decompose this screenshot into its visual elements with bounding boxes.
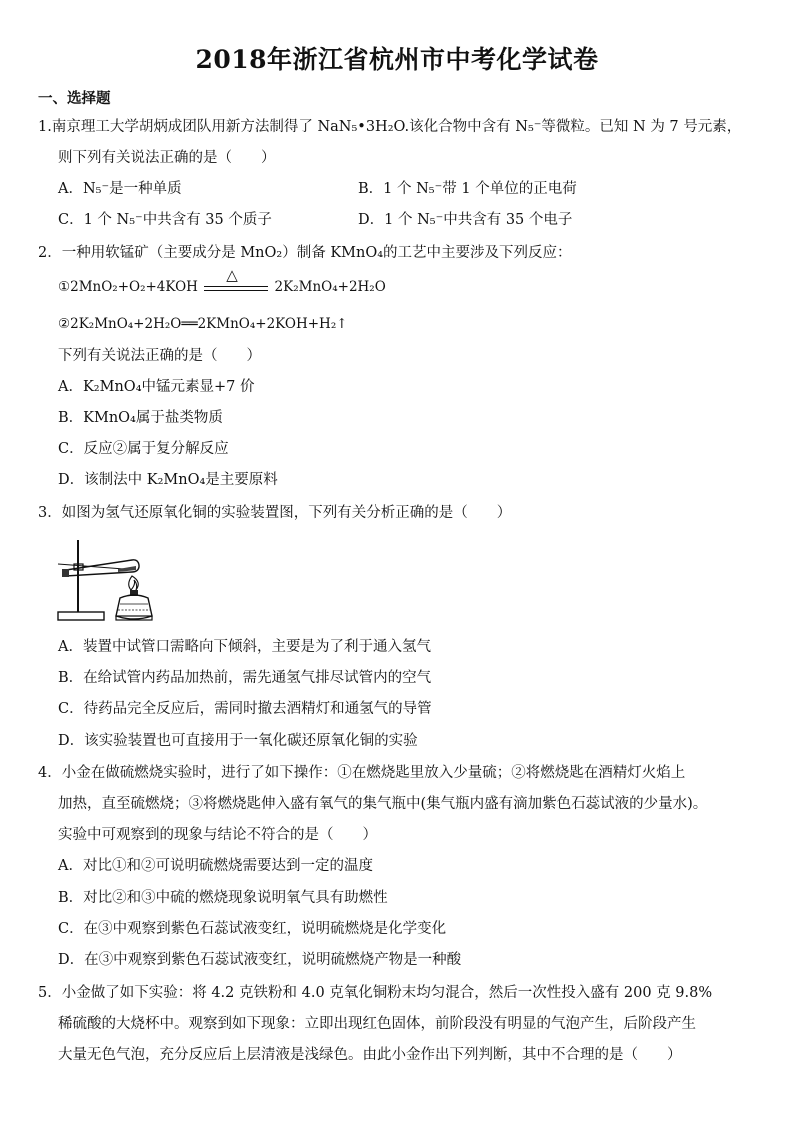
q2-option-b: B．KMnO₄属于盐类物质 (58, 410, 223, 426)
q5-stem-line3: 大量无色气泡，充分反应后上层清液是浅绿色。由此小金作出下列判断，其中不合理的是（ ） (58, 1047, 682, 1063)
q4-stem-line1: 4．小金在做硫燃烧实验时，进行了如下操作：①在燃烧匙里放入少量硫；②将燃烧匙在酒精灯火焰上 (38, 765, 686, 781)
q2-stem-line1: 2．一种用软锰矿（主要成分是 MnO₂）制备 KMnO₄的工艺中主要涉及下列反应： (38, 245, 572, 261)
section-heading: 一、选择题 (38, 90, 111, 107)
eq1-products: 2K₂MnO₄+2H₂O (274, 279, 386, 295)
hydrogen-reduction-apparatus-figure (56, 534, 166, 630)
q1-stem-line1: 1.南京理工大学胡炳成团队用新方法制得了 NaN₅•3H₂O.该化合物中含有 N₅⁻等微粒。已知 N 为 7 号元素， (38, 119, 742, 135)
q2-option-c: C．反应②属于复分解反应 (58, 441, 229, 457)
eq1-condition-arrow (202, 266, 270, 297)
q3-option-a: A．装置中试管口需略向下倾斜，主要是为了利于通入氢气 (58, 639, 431, 655)
eq1-reactants: ①2MnO₂+O₂+4KOH (58, 279, 198, 295)
q2-equation-1 (58, 266, 386, 297)
q4-stem-line3: 实验中可观察到的现象与结论不符合的是（ ） (58, 827, 377, 843)
q1-option-d: D．1 个 N₅⁻中共含有 35 个电子 (358, 212, 573, 228)
q1-stem-line2: 则下列有关说法正确的是（ ） (58, 150, 276, 166)
q4-option-b: B．对比②和③中硫的燃烧现象说明氧气具有助燃性 (58, 890, 388, 906)
q4-option-d: D．在③中观察到紫色石蕊试液变红，说明硫燃烧产物是一种酸 (58, 952, 462, 968)
q1-option-b: B．1 个 N₅⁻带 1 个单位的正电荷 (358, 181, 577, 197)
q3-option-d: D．该实验装置也可直接用于一氧化碳还原氧化铜的实验 (58, 733, 418, 749)
q1-option-a: A．N₅⁻是一种单质 (58, 181, 182, 197)
q3-option-c: C．待药品完全反应后，需同时撤去酒精灯和通氢气的导管 (58, 701, 432, 717)
q4-option-a: A．对比①和②可说明硫燃烧需要达到一定的温度 (58, 858, 373, 874)
q4-option-c: C．在③中观察到紫色石蕊试液变红，说明硫燃烧是化学变化 (58, 921, 447, 937)
heat-triangle-icon: △ (226, 266, 238, 284)
q5-stem-line1: 5．小金做了如下实验：将 4.2 克铁粉和 4.0 克氧化铜粉末均匀混合，然后一次性投入盛有 200 克 9.8% (38, 985, 713, 1001)
q5-stem-line2: 稀硫酸的大烧杯中。观察到如下现象：立即出现红色固体，前阶段没有明显的气泡产生，后阶段产生 (58, 1016, 696, 1032)
q1-option-c: C．1 个 N₅⁻中共含有 35 个质子 (58, 212, 272, 228)
q3-option-b: B．在给试管内药品加热前，需先通氢气排尽试管内的空气 (58, 670, 432, 686)
q2-option-d: D．该制法中 K₂MnO₄是主要原料 (58, 472, 278, 488)
page-title: 2018年浙江省杭州市中考化学试卷 (195, 45, 599, 74)
q2-equation-2: ②2K₂MnO₄+2H₂O══2KMnO₄+2KOH+H₂↑ (58, 316, 348, 332)
q3-stem-line1: 3．如图为氢气还原氧化铜的实验装置图，下列有关分析正确的是（ ） (38, 505, 512, 521)
q2-option-a: A．K₂MnO₄中锰元素显+7 价 (58, 379, 255, 395)
q2-stem-line2: 下列有关说法正确的是（ ） (58, 348, 261, 364)
q4-stem-line2: 加热，直至硫燃烧；③将燃烧匙伸入盛有氧气的集气瓶中(集气瓶内盛有滴加紫色石蕊试液的少量水)。 (58, 796, 708, 812)
